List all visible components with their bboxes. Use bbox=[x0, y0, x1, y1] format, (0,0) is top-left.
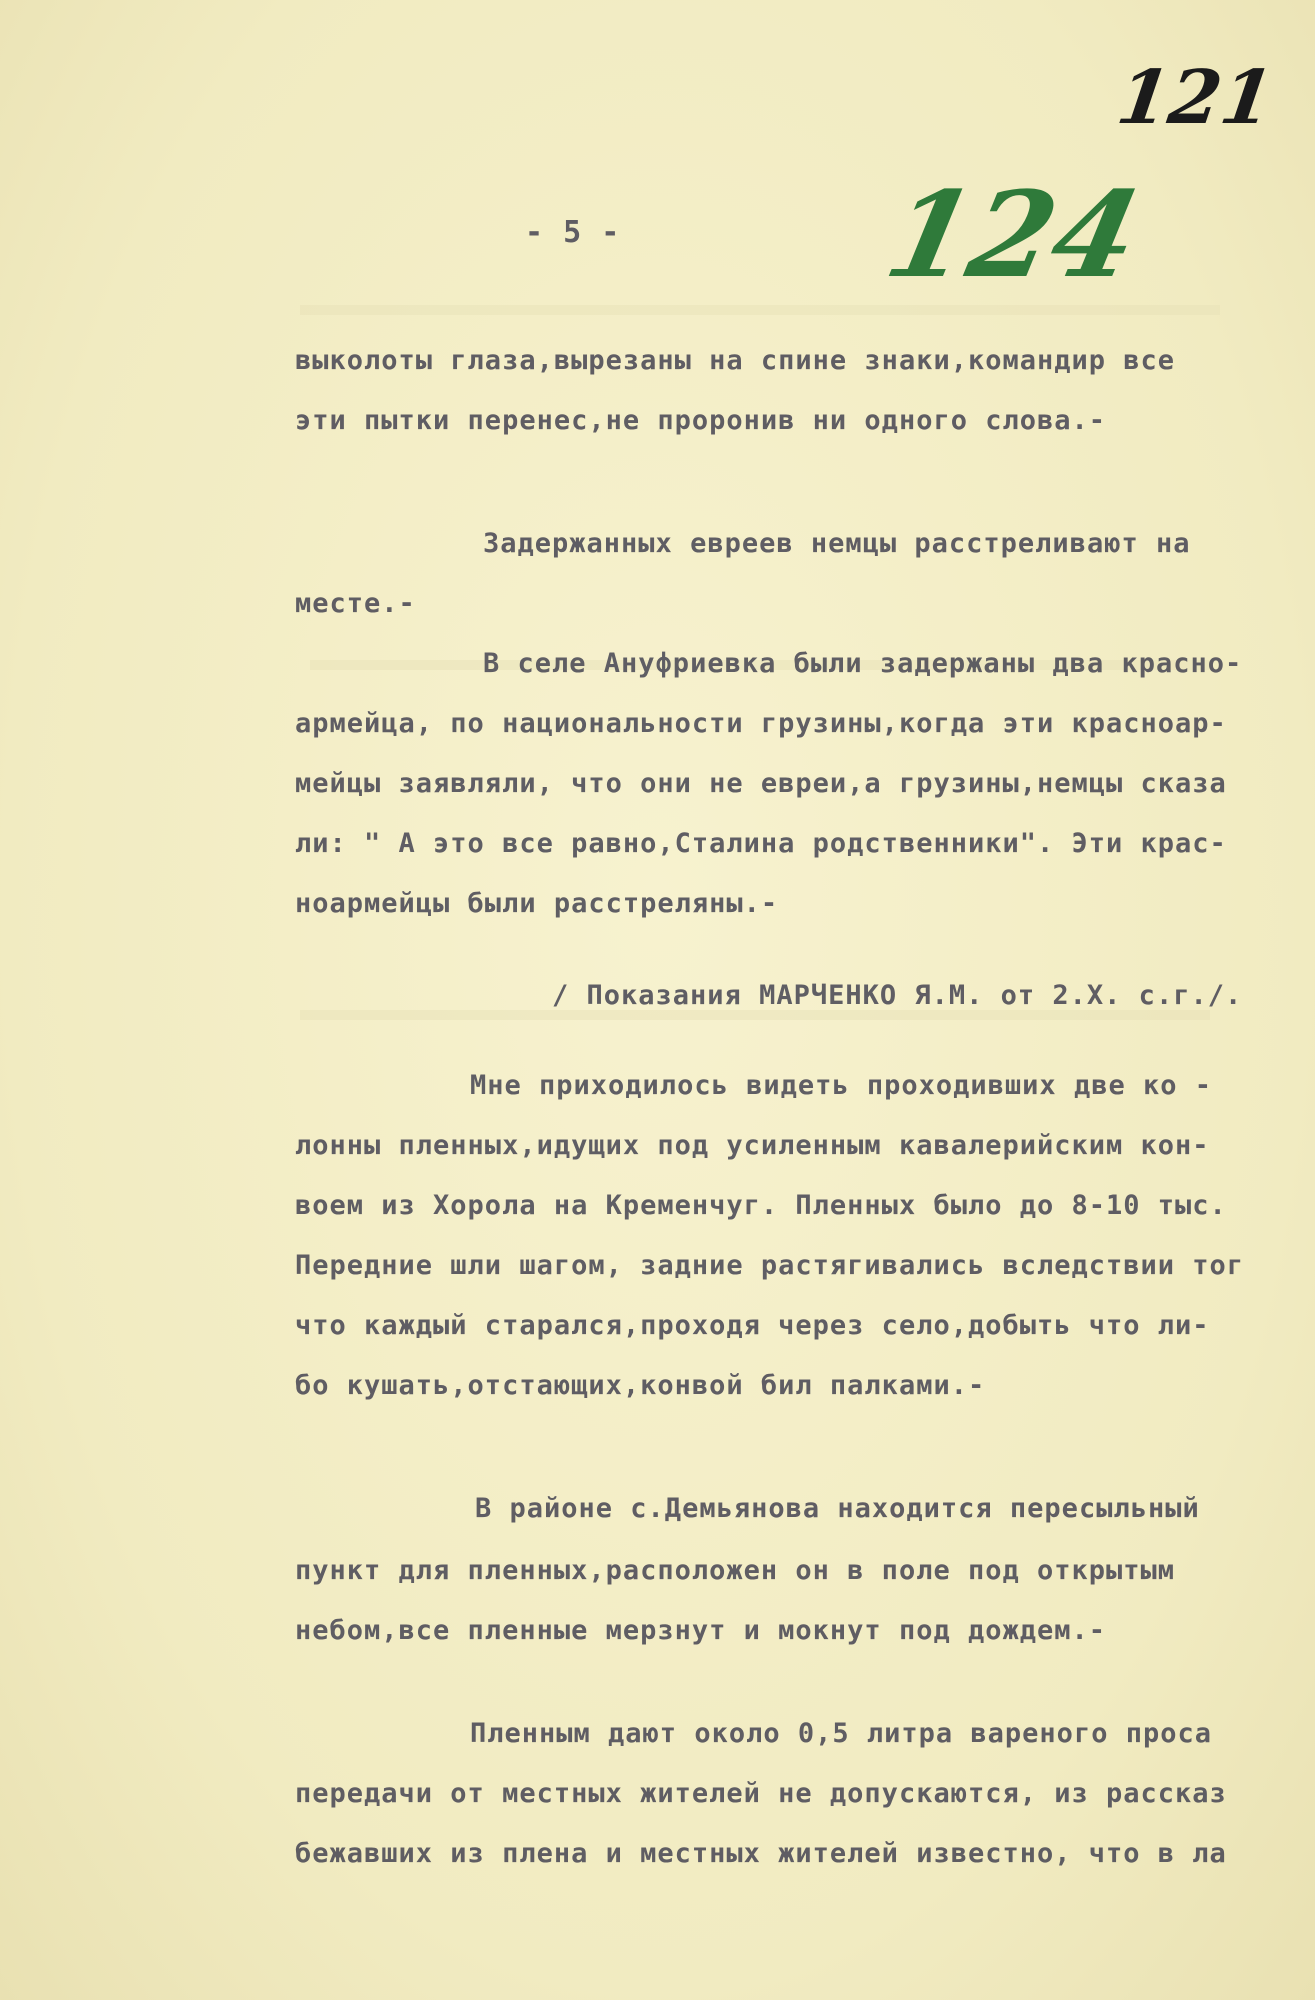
text-line: воем из Хорола на Кременчуг. Пленных было до 8-10 тыс. bbox=[295, 1190, 1227, 1221]
text-line: бо кушать,отстающих,конвой бил палками.- bbox=[295, 1370, 986, 1401]
text-line: ноармейцы были расстреляны.- bbox=[295, 888, 779, 919]
text-line: В селе Ануфриевка были задержаны два красно- bbox=[483, 648, 1243, 679]
page-number: - 5 - bbox=[525, 215, 621, 250]
text-line: выколоты глаза,вырезаны на спине знаки,командир все bbox=[295, 345, 1176, 376]
text-line: Задержанных евреев немцы расстреливают на bbox=[483, 528, 1191, 559]
bleed-through bbox=[300, 1010, 1210, 1020]
text-line: В районе с.Демьянова находится пересыльный bbox=[475, 1493, 1200, 1524]
text-line: бежавших из плена и местных жителей известно, что в ла bbox=[295, 1838, 1227, 1869]
text-line: что каждый старался,проходя через село,добыть что ли- bbox=[295, 1310, 1210, 1341]
text-line: месте.- bbox=[295, 588, 416, 619]
text-line: небом,все пленные мерзнут и мокнут под дождем.- bbox=[295, 1615, 1107, 1646]
text-line: Мне приходилось видеть проходивших две ко - bbox=[470, 1070, 1212, 1101]
text-line: пункт для пленных,расположен он в поле под открытым bbox=[295, 1555, 1176, 1586]
text-line: передачи от местных жителей не допускаются, из рассказ bbox=[295, 1778, 1227, 1809]
archive-page-number-black: 121 bbox=[1111, 55, 1279, 141]
text-line: ли: " А это все равно,Сталина родственники". Эти крас- bbox=[295, 828, 1227, 859]
text-line: Передние шли шагом, задние растягивались вследствии тог bbox=[295, 1250, 1245, 1281]
text-line: лонны пленных,идущих под усиленным кавалерийским кон- bbox=[295, 1130, 1210, 1161]
testimony-reference: / Показания МАРЧЕНКО Я.М. от 2.Х. с.г./. bbox=[552, 980, 1243, 1011]
text-line: мейцы заявляли, что они не евреи,а грузины,немцы сказа bbox=[295, 768, 1227, 799]
text-line: эти пытки перенес,не проронив ни одного слова.- bbox=[295, 405, 1107, 436]
archive-page-number-green: 124 bbox=[875, 165, 1152, 304]
text-line: Пленным дают около 0,5 литра вареного проса bbox=[470, 1718, 1212, 1749]
text-line: армейца, по национальности грузины,когда эти красноар- bbox=[295, 708, 1227, 739]
bleed-through bbox=[300, 305, 1220, 315]
